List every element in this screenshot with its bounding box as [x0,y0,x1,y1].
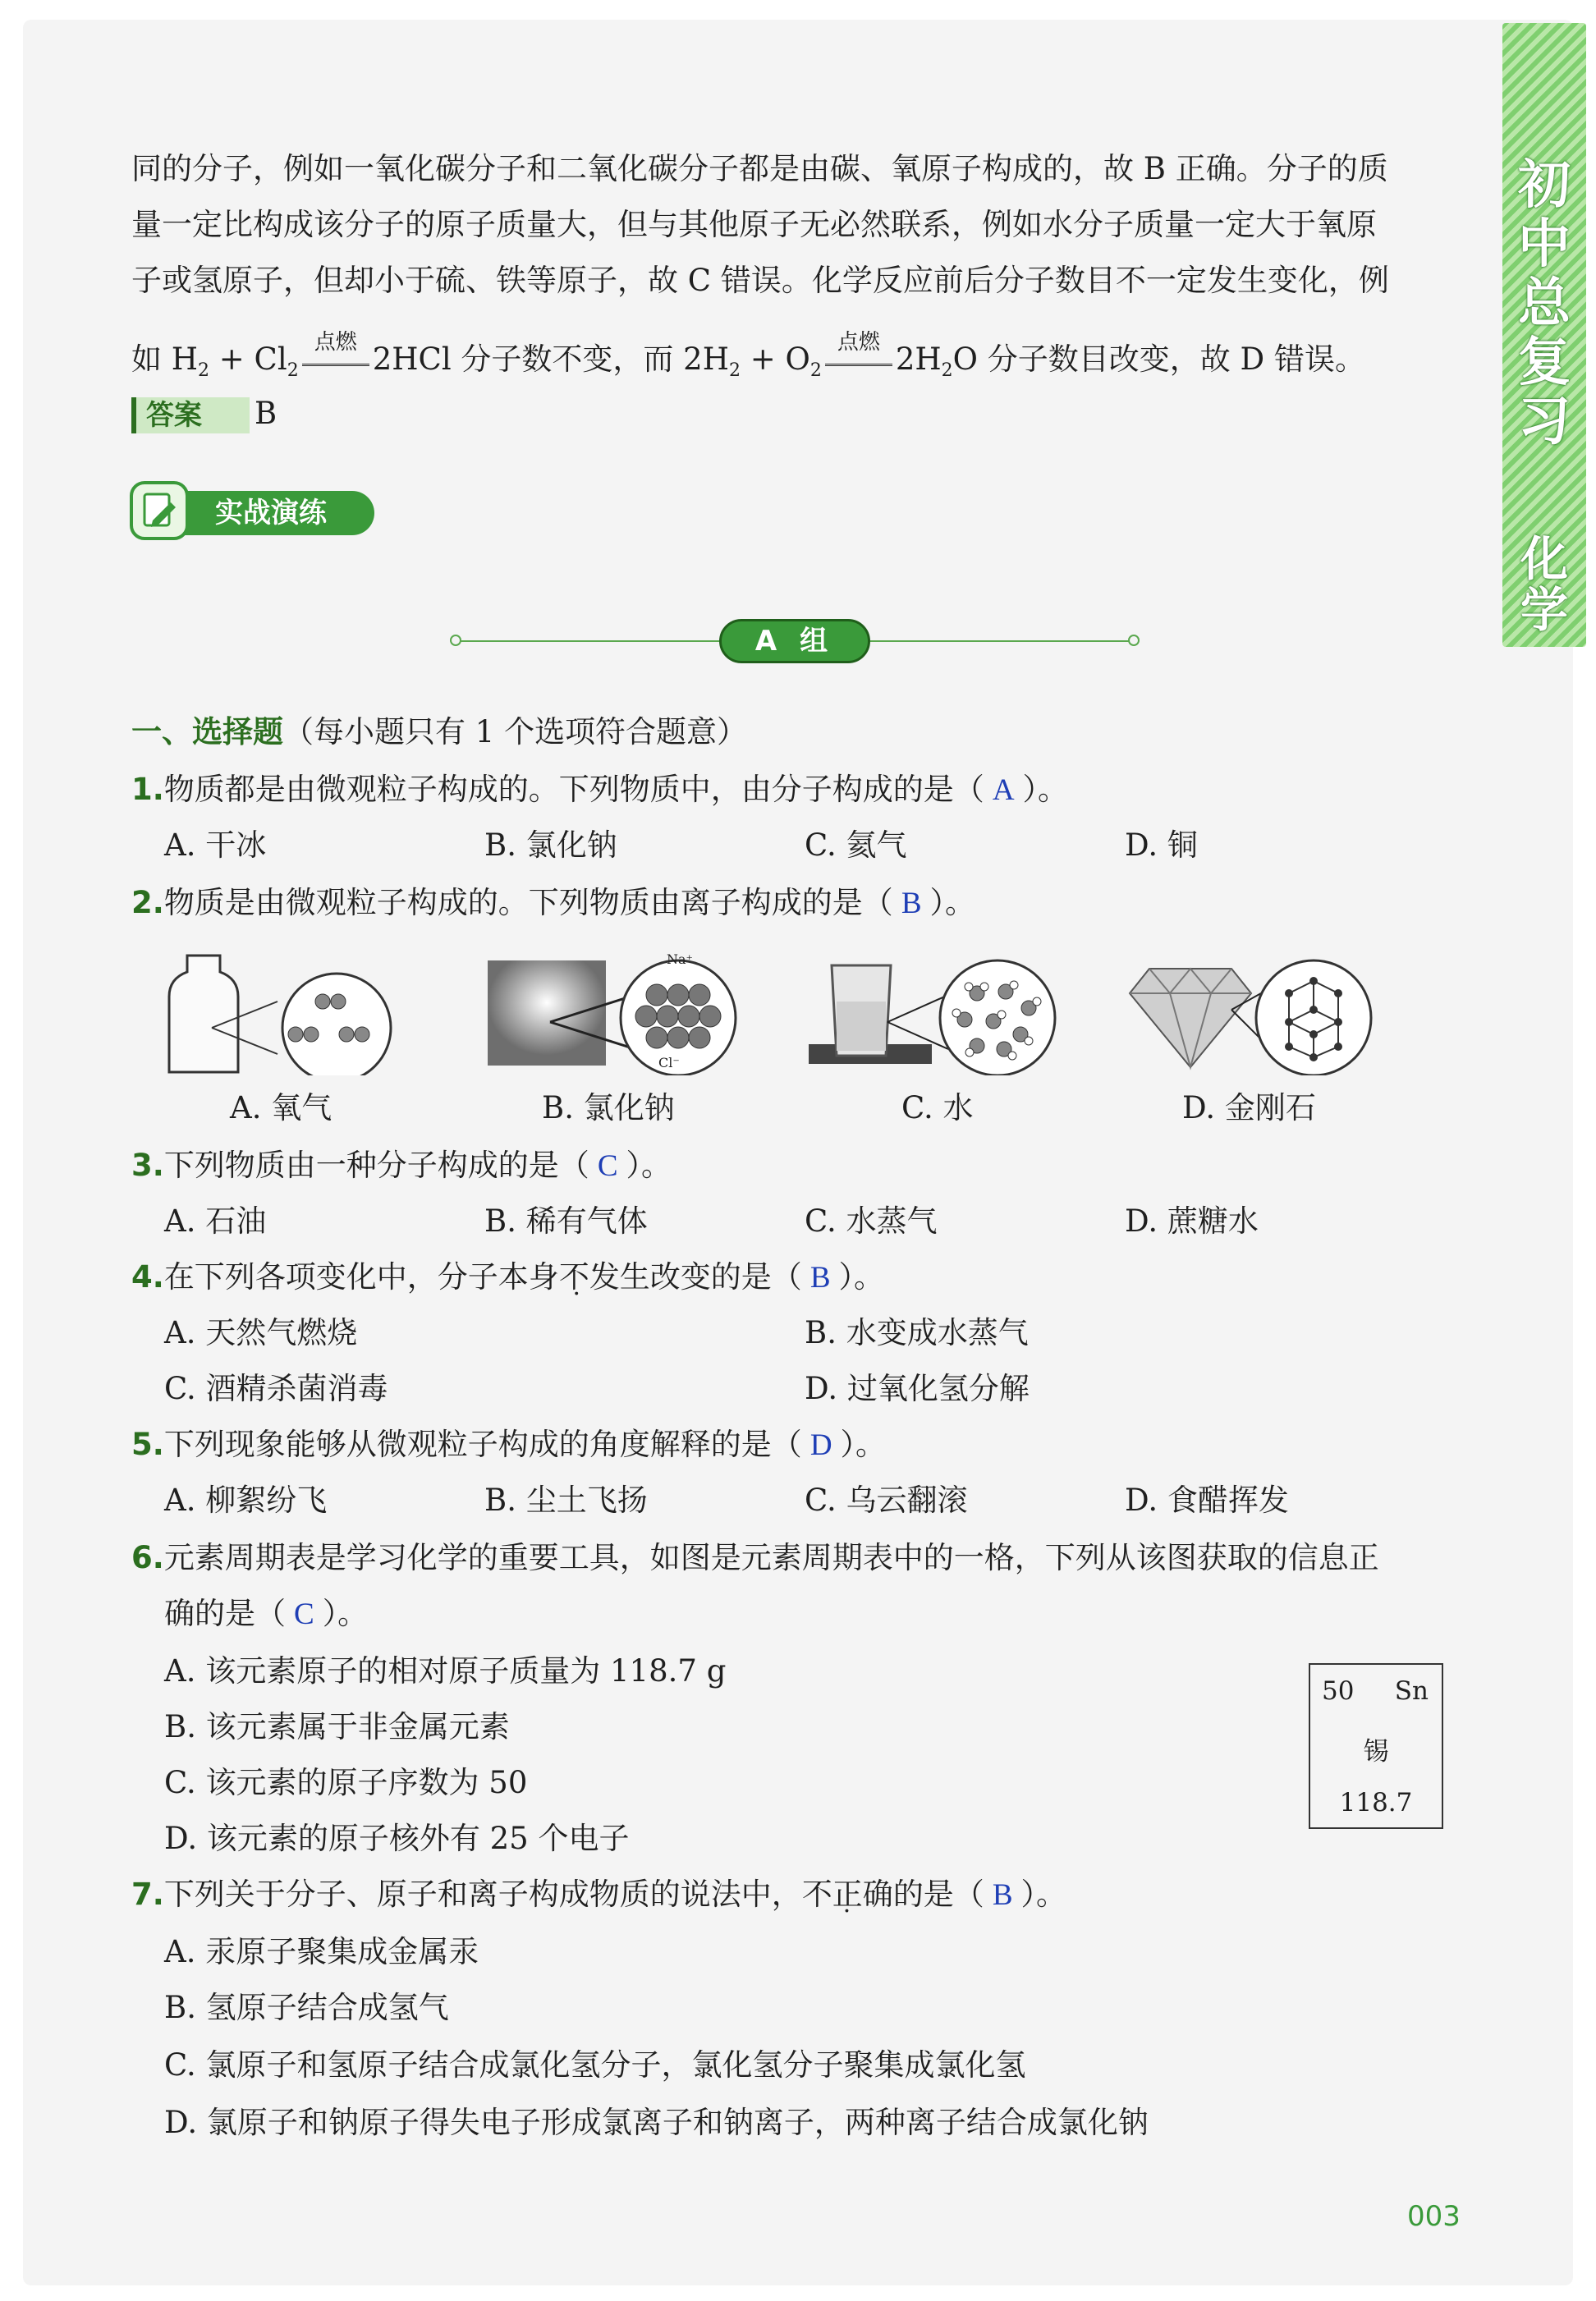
question-text: 下列物质由一种分子构成的是（ [163,1148,589,1183]
divider-dot [1128,635,1140,646]
divider-dot [450,635,461,646]
element-name: 锡 [1363,1737,1389,1767]
question-text: 物质是由微观粒子构成的。下列物质由离子构成的是（ [163,885,893,920]
question-number: 1. [131,772,164,807]
side-subject: 化 学 [1520,531,1568,638]
option-d: D. 过氧化氢分解 [805,1371,1030,1406]
option-a: A. 该元素原子的相对原子质量为 118.7 g [164,1653,727,1689]
option-b: B. 稀有气体 [484,1203,648,1239]
question-1 [131,768,1068,812]
subscript: 2 [728,360,741,381]
subscript: 2 [941,360,953,381]
side-title: 初 中 总 复 习 [1518,155,1571,452]
reaction-condition [302,330,369,369]
eq-part: 2HCl 分子数不变，而 2H [372,341,729,377]
intro-line-3: 子或氢原子，但却小于硫、铁等原子，故 C 错误。化学反应前后分子数目不一定发生变化，例 [131,263,1389,298]
option-b: B. 该元素属于非金属元素 [164,1709,510,1744]
option-c: C. 酒精杀菌消毒 [164,1371,388,1406]
divider-right [870,640,1133,642]
question-number: 7. [131,1877,164,1912]
option-c: C. 氦气 [805,827,907,863]
option-b: B. 尘土飞扬 [484,1483,648,1518]
emphasis-text: 不 [558,1259,589,1295]
subscript: 2 [198,360,210,381]
filled-answer: B [992,1878,1013,1912]
filled-answer: C [597,1149,618,1183]
question-text: 下列关于分子、原子和离子构成物质的说法中， [163,1877,802,1912]
question-end: ）。 [626,1148,672,1183]
section-title: 一、选择题 [131,714,283,749]
filled-answer: D [809,1428,832,1462]
option-c: C. 乌云翻滚 [805,1483,968,1518]
oxygen-figure [164,944,410,1075]
option-a: A. 汞原子聚集成金属汞 [164,1934,479,1969]
question-end: ）。 [322,1596,369,1631]
intro-line-2: 量一定比构成该分子的原子质量大，但与其他原子无必然联系，例如水分子质量一定大于氧原 [131,207,1377,242]
diamond-figure [1125,944,1387,1075]
question-text: 元素周期表是学习化学的重要工具，如图是元素周期表中的一格，下列从该图获取的信息正 [163,1540,1379,1575]
option-c: C. 水蒸气 [805,1203,938,1239]
question-end: ）。 [840,1427,887,1462]
question-end: ）。 [929,885,975,920]
intro-line-1: 同的分子，例如一氧化碳分子和二氧化碳分子都是由碳、氧原子构成的，故 B 正确。分子的质 [131,151,1388,186]
question-text: 在下列各项变化中，分子本身 [163,1259,559,1295]
figure-caption-d: D. 金刚石 [1182,1090,1316,1125]
question-text: 确的是（ [164,1596,286,1631]
option-c: C. 该元素的原子序数为 50 [164,1765,528,1800]
intro-line-4 [131,330,1365,392]
question-number: 6. [131,1540,164,1575]
option-d: D. 该元素的原子核外有 25 个电子 [164,1821,630,1856]
option-a: A. 干冰 [164,827,267,863]
question-text: 物质都是由微观粒子构成的。下列物质中，由分子构成的是（ [163,772,984,807]
eq-part: + Cl [209,341,287,377]
question-number: 2. [131,885,164,920]
group-label: A 组 [719,619,870,663]
practice-banner [130,481,376,543]
question-number: 3. [131,1148,164,1183]
subscript: 2 [287,360,299,381]
question-2 [131,882,975,925]
question-4 [131,1256,884,1299]
question-number: 5. [131,1427,164,1462]
option-d: D. 氯原子和钠原子得失电子形成氯离子和钠离子，两种离子结合成氯化钠 [164,2105,1149,2140]
question-6 [131,1537,1379,1579]
divider-left [456,640,719,642]
reaction-condition [825,330,892,369]
option-d: D. 蔗糖水 [1125,1203,1259,1239]
emphasis-text: 不正确 [801,1877,893,1912]
condition-text: 点燃 [314,330,357,355]
question-text: 发生改变的是（ [589,1259,802,1295]
figure-caption-c: C. 水 [901,1090,974,1125]
figure-caption-a: A. 氧气 [230,1090,332,1125]
section-note: （每小题只有 1 个选项符合题意） [283,714,748,749]
filled-answer: A [992,773,1015,807]
figure-caption-b: B. 氯化钠 [542,1090,675,1125]
question-end: ）。 [1022,772,1069,807]
question-end: ）。 [1020,1877,1066,1912]
question-text: 下列现象能够从微观粒子构成的角度解释的是（ [163,1427,802,1462]
question-end: ）。 [838,1259,884,1295]
question-7 [131,1873,1066,1917]
option-b: B. 氯化钠 [484,827,617,863]
eq-part: 如 H [131,341,199,377]
section-heading [131,711,747,754]
condition-text: 点燃 [837,330,880,355]
eq-part: O 分子数目改变，故 D 错误。 [952,341,1365,377]
page-number: 003 [1407,2200,1461,2233]
question-text: 的是（ [892,1877,984,1912]
sodium-ion-label: Na⁺ [667,951,693,967]
chloride-ion-label: Cl⁻ [658,1055,680,1070]
atomic-number: 50 [1322,1676,1355,1706]
option-b: B. 水变成水蒸气 [805,1315,1029,1350]
element-symbol: Sn [1394,1676,1429,1706]
option-d: D. 食醋挥发 [1125,1483,1289,1518]
question-5 [131,1423,886,1467]
periodic-table-cell [1309,1663,1443,1829]
option-b: B. 氢原子结合成氢气 [164,1990,449,2025]
eq-part: + O [740,341,810,377]
pencil-icon [130,481,189,540]
atomic-mass: 118.7 [1339,1788,1413,1817]
answer-tag: 答案 [131,397,250,433]
answer-value: B [255,396,277,431]
question-3 [131,1144,672,1188]
practice-label: 实战演练 [215,497,327,529]
option-d: D. 铜 [1125,827,1198,863]
option-a: A. 石油 [164,1203,267,1239]
question-number: 4. [131,1259,164,1295]
option-a: A. 柳絮纷飞 [164,1483,328,1518]
eq-part: 2H [895,341,942,377]
option-a: A. 天然气燃烧 [164,1315,358,1350]
filled-answer: B [901,887,922,920]
option-c: C. 氯原子和氢原子结合成氯化氢分子，氯化氢分子聚集成氯化氢 [164,2047,1026,2083]
filled-answer: B [809,1261,831,1295]
water-figure [809,944,1071,1075]
filled-answer: C [294,1597,314,1631]
question-6-cont [164,1593,368,1636]
sodium-chloride-figure [484,944,747,1075]
subscript: 2 [809,360,822,381]
